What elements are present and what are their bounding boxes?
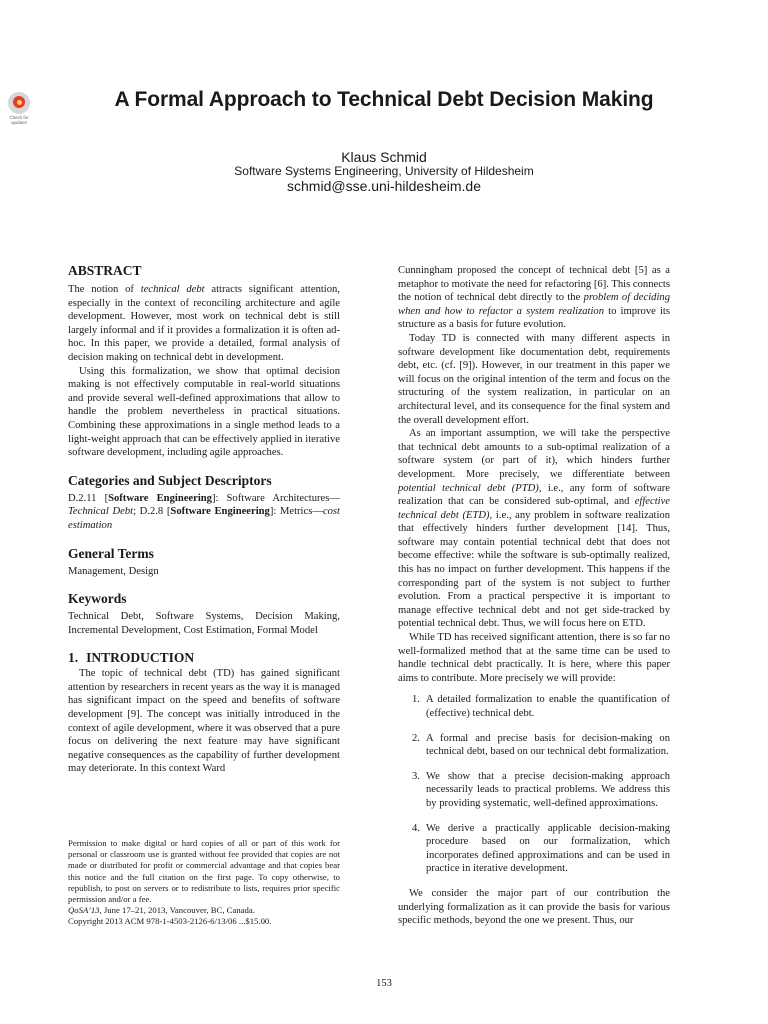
- venue-line: QoSA’13, June 17–21, 2013, Vancouver, BC, Canada.: [68, 905, 255, 916]
- keywords-heading: Keywords: [68, 591, 127, 607]
- right-paragraph-3: As an important assumption, we will take the perspective that technical debt amounts to a sub-optimal realization of a software system (or part of it), which hinders further development. More precisely, we differentiate between potential technical debt (PTD), i.e., any form of software realization that can be considered sub-optimal, and effective technical debt (ETD), i.e., any problem in software realization that effectively hinders further development [14]. Thus, software may contain potential technical debt that does not become effective: while the software is sub-optimally realized, this has no impact on further development. This happens if the corresponding part of the system is not subject to further evolution. From a practical perspective it is important to manage effective technical debt and not get side-tracked by potential technical debt. Thus, we will focus here on ETD.: [398, 428, 670, 630]
- right-column: [398, 264, 670, 928]
- list-item: 1. A detailed formalization to enable the quantification of (effective) technical debt.: [412, 694, 670, 719]
- introduction-paragraph-1: The topic of technical debt (TD) has gained significant attention by researchers in recent years as the way it is managed has significant impact on the speed and benefits of software development [9]. The concept was initially introduced in the context of agile development, where it was observed that a pure focus on delivering the next feature may have significant negative consequences as the capability of further development may deteriorate. In this context Ward: [68, 668, 340, 775]
- introduction-heading: 1. INTRODUCTION: [68, 650, 195, 666]
- list-item: 4. We derive a practically applicable decision-making procedure based on our formalization, which incorporates defined approximations and can be used in practice in iterative development.: [412, 822, 670, 875]
- copyright-line: Copyright 2013 ACM 978-1-4503-2126-6/13/06 ...$15.00.: [68, 916, 272, 927]
- categories-heading: Categories and Subject Descriptors: [68, 472, 272, 488]
- abstract-heading: ABSTRACT: [68, 263, 142, 278]
- keywords-text: Technical Debt, Software Systems, Decision Making, Incremental Development, Cost Estimation, Formal Model: [68, 611, 340, 636]
- right-paragraph-1: Cunningham proposed the concept of technical debt [5] as a metaphor to motivate the need for refactoring [6]. This connects the notion of technical debt directly to the problem of deciding when and how to refactor a system realization to improve its structure as a basis for future evolution.: [398, 265, 671, 331]
- author-affiliation: Software Systems Engineering, University of Hildesheim: [234, 164, 534, 178]
- author-email: schmid@sse.uni-hildesheim.de: [287, 178, 481, 194]
- right-paragraph-2: Today TD is connected with many different aspects in software development like documentation debt, requirements debt, etc. (cf. [9]). However, in our treatment in this paper we will focus on the original intention of the term and focus on the structuring of the system realization, in particular on an architectural level, and its consequence for the final system and the overall development effort.: [398, 332, 670, 426]
- badge-label: Check for updates: [9, 115, 29, 125]
- general-terms-heading: General Terms: [68, 545, 154, 561]
- author-name: Klaus Schmid: [341, 149, 427, 165]
- permission-notice: [68, 838, 340, 928]
- paper-title: A Formal Approach to Technical Debt Decision Making: [114, 88, 654, 111]
- permission-text: Permission to make digital or hard copies of all or part of this work for personal or classroom use is granted without fee provided that copies are not made or distributed for profit or commercial advantage and that copies bear this notice and the full citation on the first page. To copy otherwise, to republish, to post on servers or to redistribute to lists, requires prior specific permission and/or a fee.: [68, 838, 340, 905]
- list-item: 2. A formal and precise basis for decision-making on technical debt, based on our technical debt formalization.: [412, 732, 670, 758]
- abstract-paragraph-2: Using this formalization, we show that optimal decision making is not effectively computable in real-world situations and provide several well-defined approximations that allow to handle the problem nevertheless in practical situations. Combining these approximations in a single method leads to a light-weight approach that can be effectively applied in iterative software development, including agile approaches.: [68, 365, 340, 459]
- categories-text: D.2.11 [Software Engineering]: Software Architectures—Technical Debt; D.2.8 [Software Engineering]: Metrics—cost estimation: [68, 492, 340, 531]
- abstract-paragraph-1: The notion of technical debt attracts significant attention, especially in the context of reconciling architecture and agile development. However, most work on technical debt is still largely informal and if it provides a formalization it is often ad-hoc. In this paper, we provide a detailed, formal analysis of decision making on technical debt in development.: [68, 284, 340, 363]
- list-item: 3. We show that a precise decision-making approach necessarily leads to practical problems. We address this by providing systematic, well-defined approximations.: [412, 770, 670, 809]
- left-column: [68, 262, 340, 776]
- section-number: 1.: [68, 650, 79, 666]
- right-paragraph-5: We consider the major part of our contribution the underlying formalization as it can provide the basis for various specific methods, beyond the one we present. Thus, our: [398, 887, 670, 927]
- general-terms-text: Management, Design: [68, 565, 159, 577]
- right-paragraph-4: While TD has received significant attention, there is so far no well-formalized method that at the same time can be used to handle technical debt practically. It is here, where this paper aims to contribute. More precisely we will provide:: [398, 632, 670, 684]
- contribution-list: [398, 693, 670, 876]
- page-number: 153: [376, 978, 392, 989]
